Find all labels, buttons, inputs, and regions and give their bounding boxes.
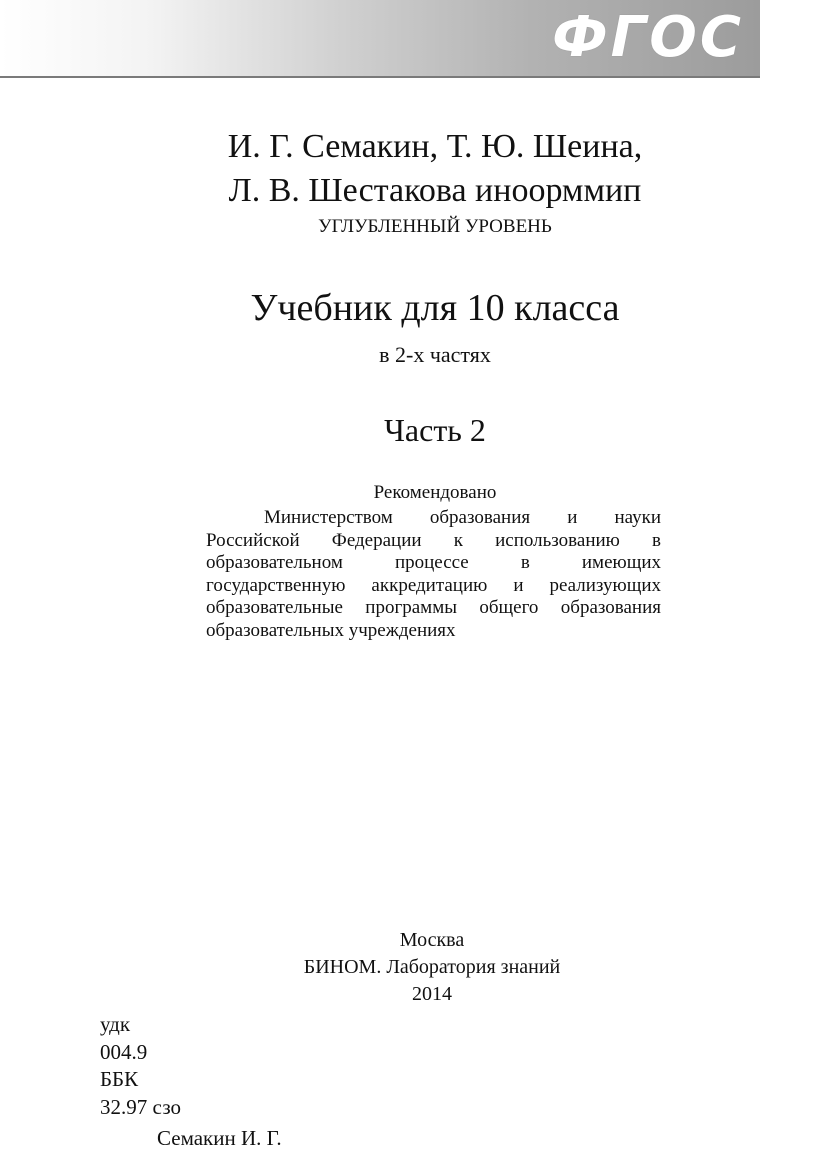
book-subtitle: в 2-х частях xyxy=(379,342,491,367)
bbk-label: ББК xyxy=(100,1067,139,1091)
fgos-logo: ФГОС xyxy=(552,5,744,70)
recommendation-heading: Рекомендовано xyxy=(373,482,497,503)
udk-label: удк xyxy=(100,1012,131,1036)
authors-line-1: И. Г. Семакин, Т. Ю. Шеина, xyxy=(227,128,643,165)
bbk-value: 32.97 сзо xyxy=(100,1094,182,1119)
authors-line-2: Л. В. Шестакова иноорммип xyxy=(228,172,642,209)
level-label: УГЛУБЛЕННЫЙ УРОВЕНЬ xyxy=(318,216,552,237)
publisher-name: БИНОМ. Лаборатория знаний xyxy=(303,956,561,978)
recommendation-text: Министерством образования и науки Российской Федерации к использованию в образовательном процессе в имеющих государственную аккредитацию и реализующих образовательные программы общего образования образовательных учреждениях xyxy=(206,507,661,641)
part-number: Часть 2 xyxy=(384,412,486,448)
publication-year: 2014 xyxy=(412,983,452,1005)
fgos-banner xyxy=(0,0,760,78)
book-title: Учебник для 10 класса xyxy=(250,287,620,329)
catalog-codes xyxy=(100,1011,181,1121)
author-short-name: Семакин И. Г. xyxy=(157,1126,282,1150)
publisher-city: Москва xyxy=(399,929,465,951)
udk-value: 004.9 xyxy=(100,1039,148,1064)
